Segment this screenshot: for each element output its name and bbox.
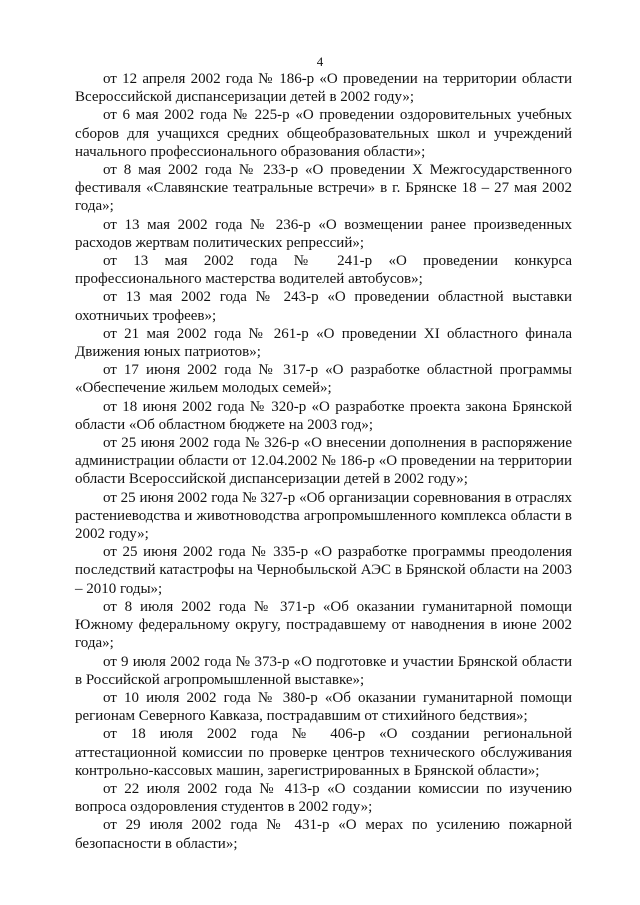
decree-list (75, 70, 572, 853)
decree-entry-17: от 22 июля 2002 года № 413-р «О создании комиссии по изучению вопроса оздоровления студентов в 2002 году»; (75, 780, 572, 816)
decree-entry-8: от 17 июня 2002 года № 317-р «О разработке областной программы «Обеспечение жильем молодых семей»; (75, 362, 572, 397)
decree-entry-4: от 13 мая 2002 года № 236-р «О возмещении ранее произведенных расходов жертвам политических репрессий»; (75, 216, 572, 251)
decree-entry-10: от 25 июня 2002 года № 326-р «О внесении дополнения в распоряжение администрации области от 12.04.2002 № 186-р «О проведении на территории области Всероссийской диспансеризации детей в 2002 году»; (75, 435, 572, 488)
decree-entry-1: от 12 апреля 2002 года № 186-р «О проведении на территории области Всероссийской диспансеризации детей в 2002 году»; (75, 71, 572, 106)
decree-entry-2: от 6 мая 2002 года № 225-р «О проведении оздоровительных учебных сборов для учащихся средних общеобразовательных школ и учреждений начального профессионального образования области»; (75, 107, 572, 160)
decree-entry-6: от 13 мая 2002 года № 243-р «О проведении областной выставки охотничьих трофеев»; (75, 289, 572, 324)
decree-entry-12: от 25 июня 2002 года № 335-р «О разработке программы преодоления последствий катастрофы на Чернобыльской АЭС в Брянской области на 2003 – 2010 годы»; (75, 544, 572, 597)
decree-entry-13: от 8 июля 2002 года № 371-р «Об оказании гуманитарной помощи Южному федеральному округу, пострадавшему от наводнения в июне 2002 года»; (75, 598, 572, 652)
decree-entry-3: от 8 мая 2002 года № 233-р «О проведении X Межгосударственного фестиваля «Славянские театральные встречи» в г. Брянске 18 – 27 мая 2002 года»; (75, 162, 572, 215)
decree-entry-16: от 18 июля 2002 года № 406-р «О создании региональной аттестационной комиссии по проверке центров технического обслуживания контрольно-кассовых машин, зарегистрированных в Брянской области»; (75, 726, 572, 779)
page-number: 4 (316, 54, 324, 69)
decree-entry-11: от 25 июня 2002 года № 327-р «Об организации соревнования в отраслях растениеводства и животноводства агропромышленного комплекса области в 2002 году»; (75, 489, 572, 543)
decree-entry-15: от 10 июля 2002 года № 380-р «Об оказании гуманитарной помощи регионам Северного Кавказа, пострадавшим от стихийного бедствия»; (75, 689, 572, 725)
decree-entry-9: от 18 июня 2002 года № 320-р «О разработке проекта закона Брянской области «Об областном бюджете на 2003 год»; (75, 398, 572, 433)
decree-entry-5: от 13 мая 2002 года № 241-р «О проведении конкурса профессионального мастерства водителей автобусов»; (75, 253, 572, 288)
decree-entry-14: от 9 июля 2002 года № 373-р «О подготовке и участии Брянской области в Российской агропромышленной выставке»; (75, 653, 572, 688)
decree-entry-7: от 21 мая 2002 года № 261-р «О проведении XI областного финала Движения юных патриотов»; (75, 325, 572, 361)
decree-entry-18: от 29 июля 2002 года № 431-р «О мерах по усилению пожарной безопасности в области»; (75, 817, 572, 852)
